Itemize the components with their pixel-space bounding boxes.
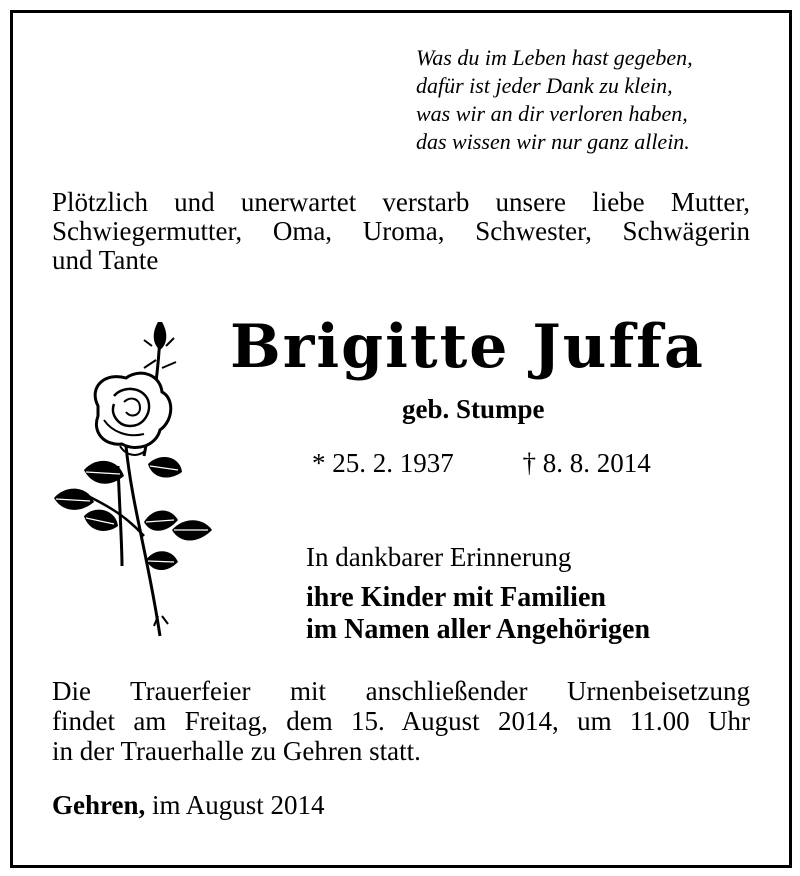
town: Gehren, <box>52 790 146 820</box>
intro-line: Plötzlich und unerwartet verstarb unsere liebe Mutter, <box>52 187 750 217</box>
death-date: † 8. 8. 2014 <box>522 448 651 478</box>
poem-line: das wissen wir nur ganz allein. <box>416 129 690 154</box>
poem-line: dafür ist jeder Dank zu klein, <box>416 73 673 98</box>
poem <box>416 44 693 156</box>
poem-line: Was du im Leben hast gegeben, <box>416 45 693 70</box>
memory-line: In dankbarer Erinnerung <box>306 542 572 572</box>
birth-date: * 25. 2. 1937 <box>312 448 454 478</box>
intro-text <box>52 188 750 275</box>
service-line: Die Trauerfeier mit anschließender Urnenbeisetzung <box>52 676 750 706</box>
place-date <box>52 790 325 821</box>
intro-line: und Tante <box>52 245 159 275</box>
mourners-line: im Namen aller Angehörigen <box>306 614 651 645</box>
poem-line: was wir an dir verloren haben, <box>416 101 688 126</box>
service-text <box>52 676 750 766</box>
intro-line: Schwiegermutter, Oma, Uroma, Schwester, Schwägerin <box>52 216 750 246</box>
life-dates <box>312 448 651 479</box>
mourners <box>306 582 650 646</box>
deceased-name: Brigitte Juffa <box>230 312 705 382</box>
mourners-line: ihre Kinder mit Familien <box>306 582 606 613</box>
service-line: findet am Freitag, dem 15. August 2014, um 11.00 Uhr <box>52 706 750 736</box>
notice-date: im August 2014 <box>152 790 325 820</box>
birth-name: geb. Stumpe <box>402 394 545 424</box>
rose-icon <box>48 316 228 646</box>
service-line: in der Trauerhalle zu Gehren statt. <box>52 736 421 766</box>
